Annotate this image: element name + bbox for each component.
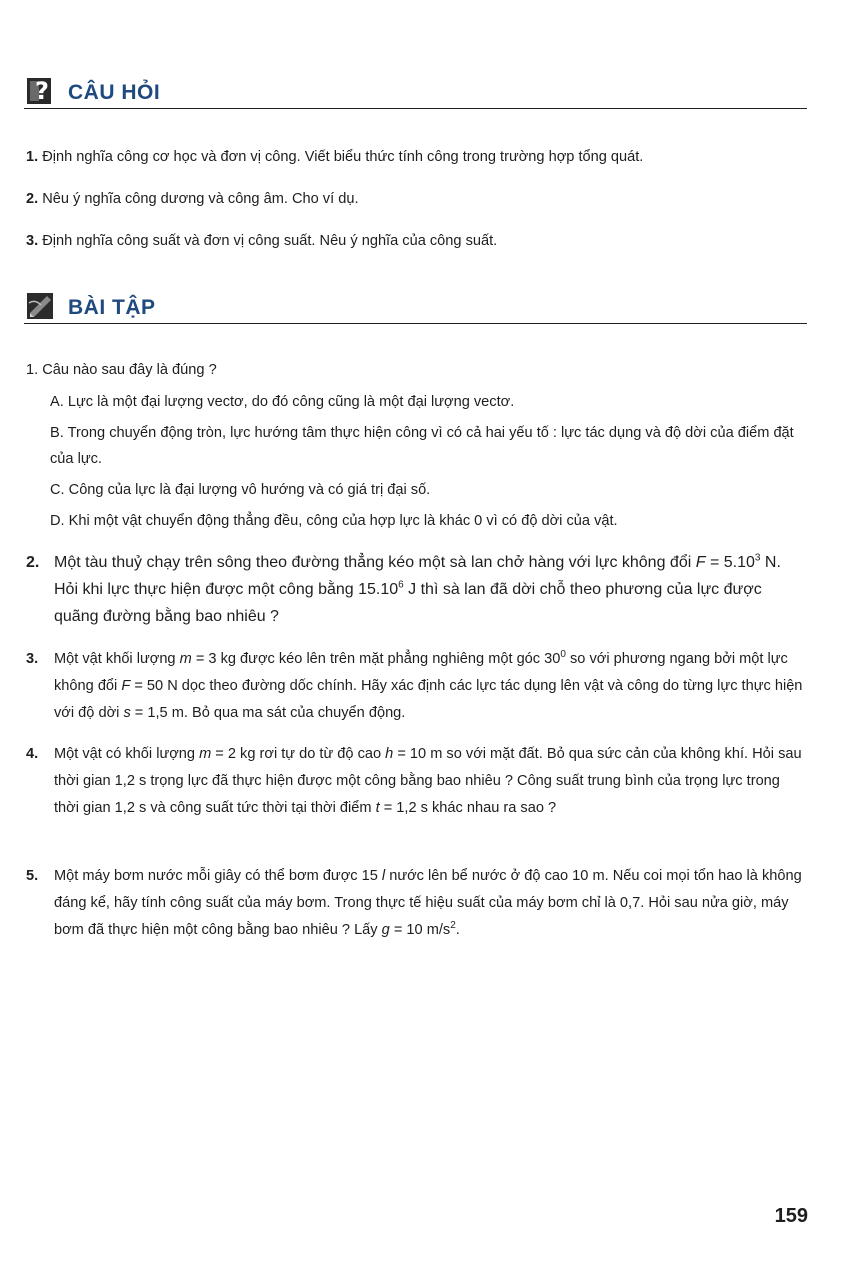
exercise-4: 4. Một vật có khối lượng m = 2 kg rơi tự do từ độ cao h = 10 m so với mặt đất. Bỏ qua sức cản của không khí. Hỏi sau thời gian 1,2 s trọng lực đã thực hiện được một công bằng bao nhiêu ? Công suất trung bình của trọng lực trong thời gian 1,2 s và công suất tức thời tại thời điểm t = 1,2 s khác nhau ra sao ? — [26, 746, 802, 816]
question-1: 1. Định nghĩa công cơ học và đơn vị công. Viết biểu thức tính công trong trường hợp tổng quát. — [26, 149, 644, 165]
exercises-section-header — [24, 293, 807, 324]
exercise-2: 2. Một tàu thuỷ chạy trên sông theo đường thẳng kéo một sà lan chở hàng với lực không đổi $F = 5.10^3$ N. Hỏi khi lực thực hiện được một công bằng 15.10$^6$ J thì sà lan đã dời chỗ theo phương của lực được quãng đường bằng bao nhiêu ? — [26, 552, 781, 625]
exercise-1-option-a: A. Lực là một đại lượng vectơ, do đó công cũng là một đại lượng vectơ. — [50, 394, 515, 410]
exercise-pencil-icon — [27, 291, 55, 319]
exercises-section-title: BÀI TẬP — [68, 296, 156, 319]
questions-section-header — [24, 78, 807, 109]
exercise-1-option-c: C. Công của lực là đại lượng vô hướng và có giá trị đại số. — [50, 482, 431, 498]
question-3: 3. Định nghĩa công suất và đơn vị công suất. Nêu ý nghĩa của công suất. — [26, 233, 498, 249]
exercise-3: 3. Một vật khối lượng m = 3 kg được kéo lên trên mặt phẳng nghiêng một góc $30^0$ so với phương ngang bởi một lực không đổi F = 50 N dọc theo đường dốc chính. Hãy xác định các lực tác dụng lên vật và công do từng lực thực hiện với độ dời s = 1,5 m. Bỏ qua ma sát của chuyển động. — [26, 649, 803, 721]
exercise-1-option-b: B. Trong chuyển động tròn, lực hướng tâm thực hiện công vì có cả hai yếu tố : lực tác dụng và độ dời của điểm đặt của lực. — [50, 425, 794, 467]
exercise-1-stem: 1. Câu nào sau đây là đúng ? — [26, 362, 217, 378]
page-number: 159 — [774, 1205, 808, 1227]
exercise-1-option-d: D. Khi một vật chuyển động thẳng đều, công của hợp lực là khác 0 vì có độ dời của vật. — [50, 513, 618, 529]
question-2: 2. Nêu ý nghĩa công dương và công âm. Cho ví dụ. — [26, 191, 359, 207]
exercise-5: 5. Một máy bơm nước mỗi giây có thể bơm được 15 l nước lên bể nước ở độ cao 10 m. Nếu coi mọi tổn hao là không đáng kể, hãy tính công suất của máy bơm. Trong thực tế hiệu suất của máy bơm chỉ là 0,7. Hỏi sau nửa giờ, máy bơm đã thực hiện một công bằng bao nhiêu ? Lấy g = 10 $m/s^2$. — [26, 868, 802, 938]
svg-text:?: ? — [35, 77, 49, 104]
question-mark-icon — [27, 76, 55, 104]
questions-section-title: CÂU HỎI — [68, 81, 161, 104]
